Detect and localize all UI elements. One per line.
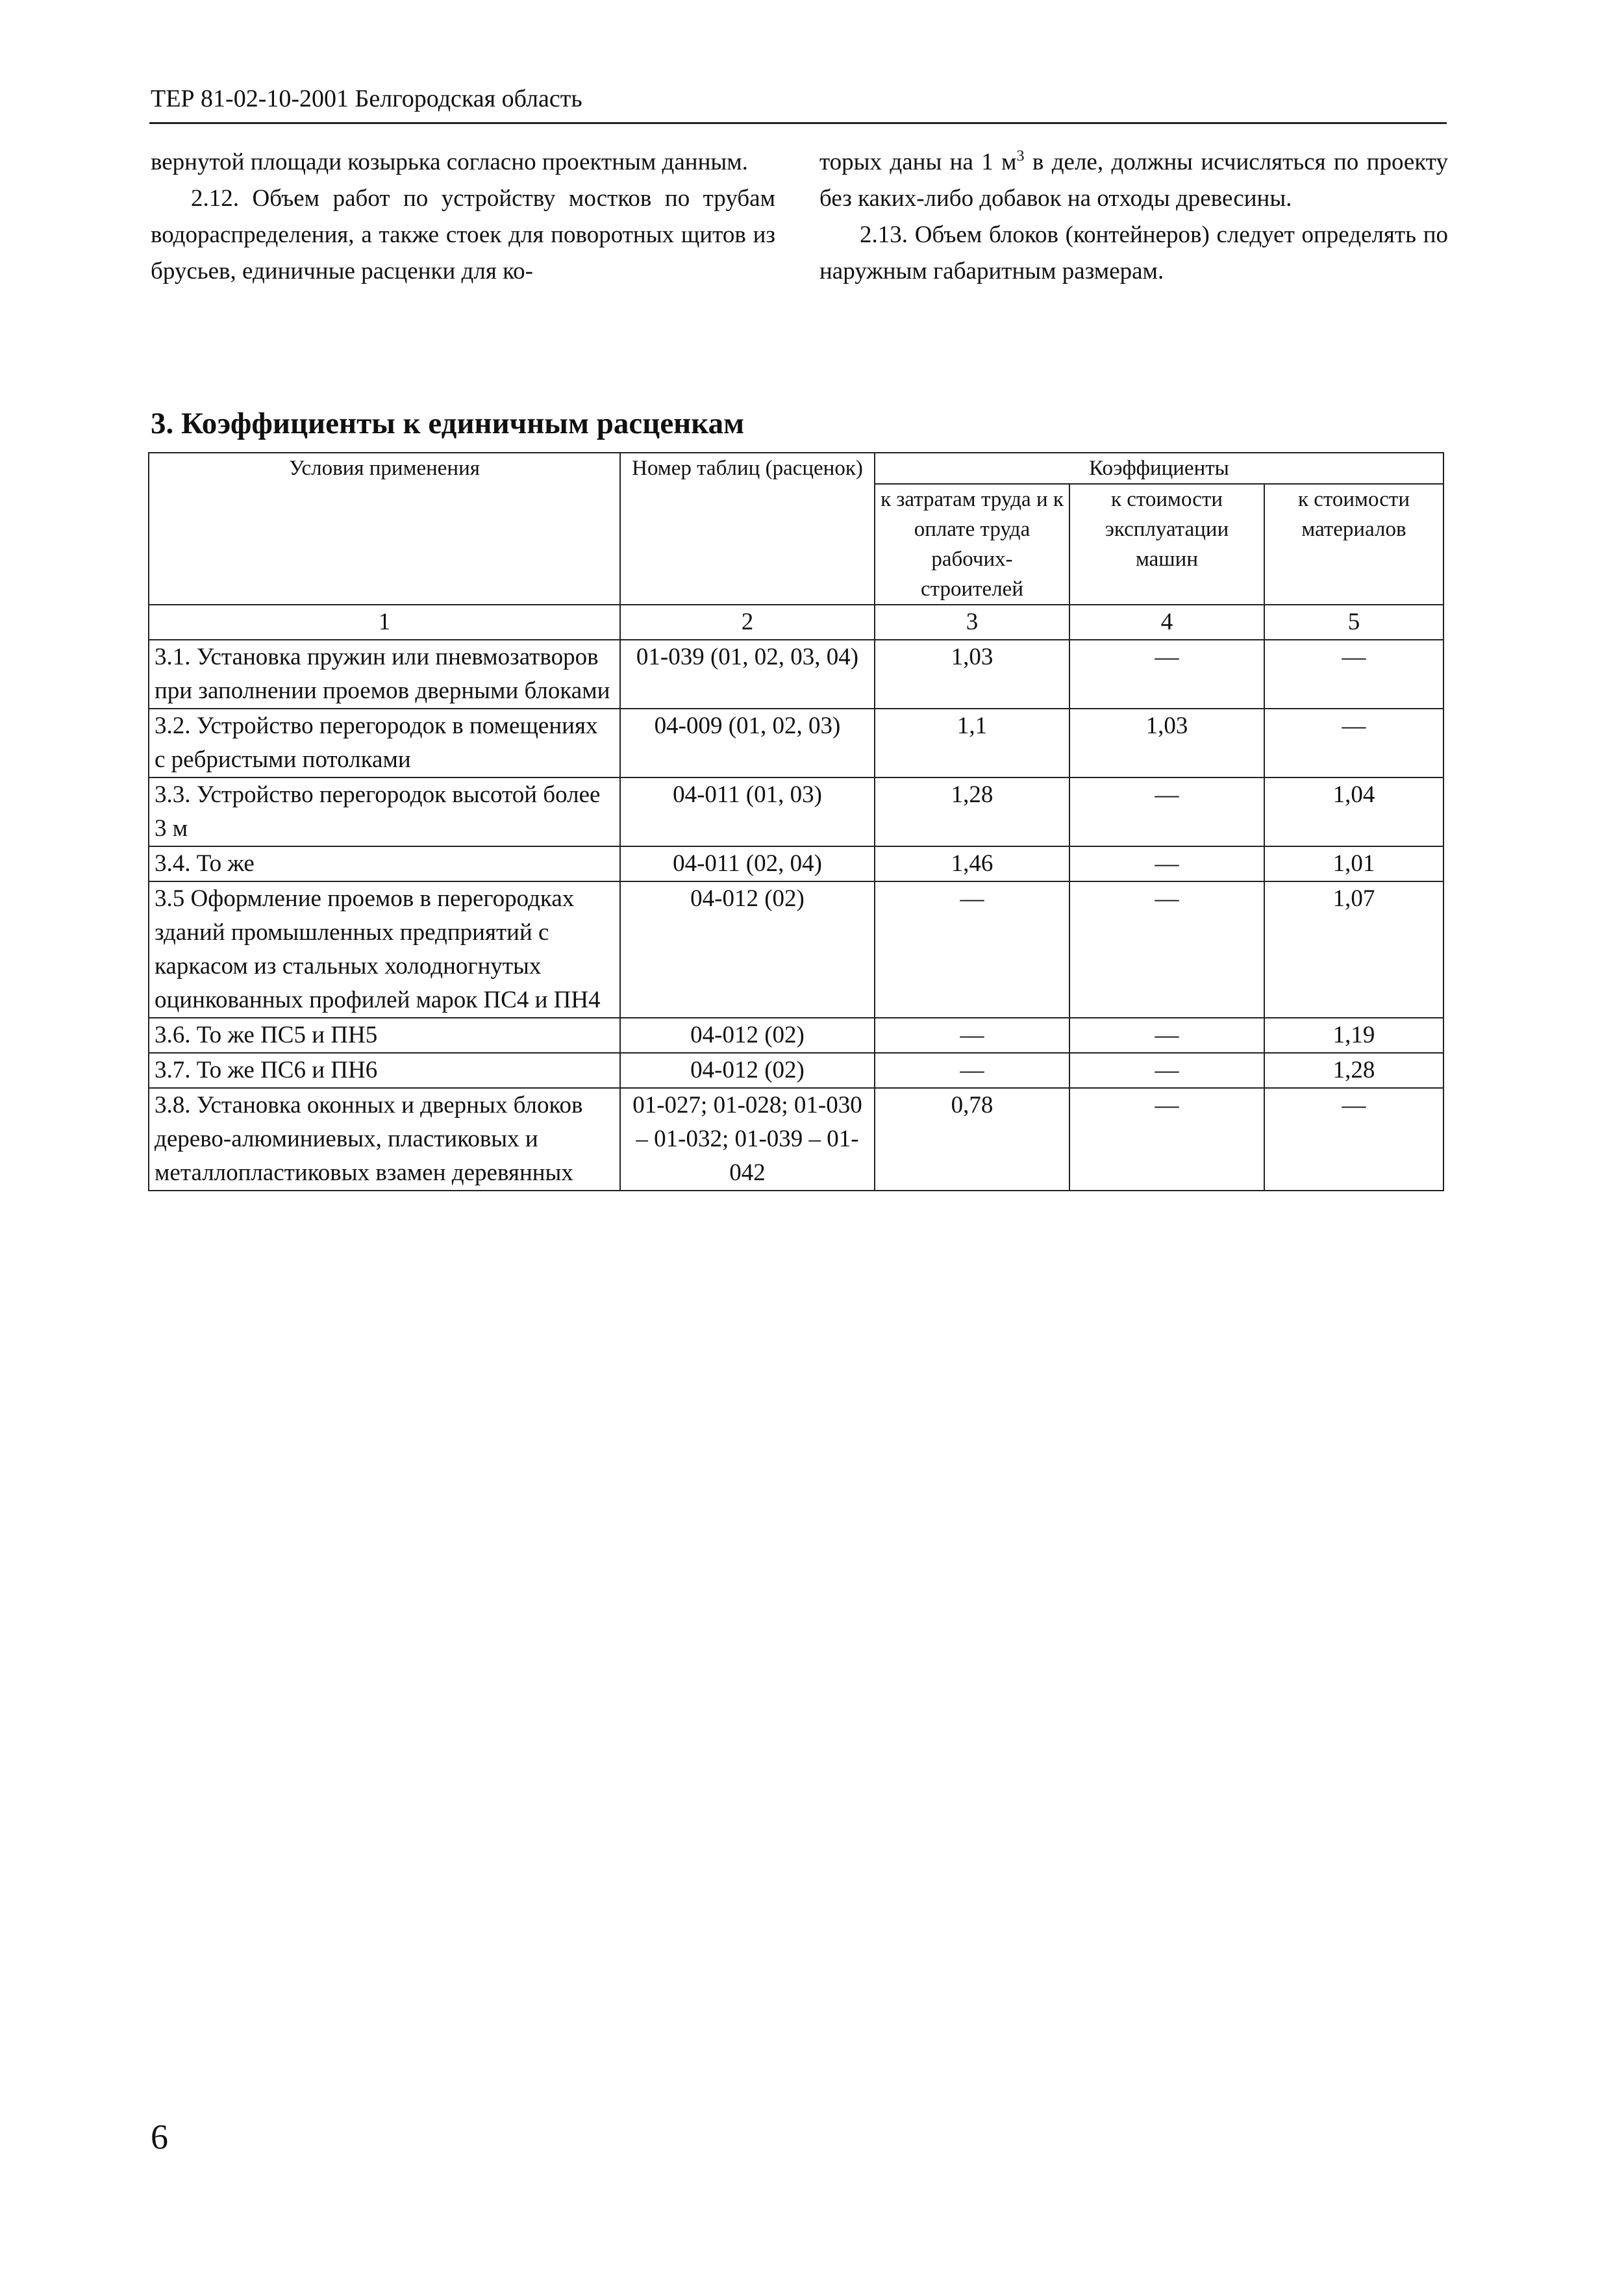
right-column	[819, 144, 1448, 290]
cell-table-number: 01-039 (01, 02, 03, 04)	[620, 640, 875, 709]
column-number: 3	[875, 605, 1069, 640]
cell-materials: 1,04	[1264, 777, 1443, 846]
cell-machines: —	[1069, 640, 1264, 709]
row-condition-text: Оформление проемов в перегородках зданий промышленных предприятий с каркасом из стальных холодногнутых оцинкованных профилей марок ПС4 и ПН4	[155, 885, 601, 1013]
cell-condition	[149, 846, 620, 881]
running-header: ТЕР 81-02-10-2001 Белгородская область	[151, 85, 582, 112]
cell-condition	[149, 709, 620, 777]
cell-materials: 1,07	[1264, 881, 1443, 1018]
cell-materials: —	[1264, 709, 1443, 777]
table-row	[149, 881, 1443, 1018]
column-number: 2	[620, 605, 875, 640]
column-number: 1	[149, 605, 620, 640]
row-condition-text: Установка оконных и дверных блоков дерево-алюминиевых, пластиковых и металлопластиковых взамен деревянных	[155, 1092, 583, 1186]
cell-labor: —	[875, 881, 1069, 1018]
header-materials: к стоимости материалов	[1264, 484, 1443, 605]
cell-labor: —	[875, 1053, 1069, 1088]
row-number: 3.6.	[155, 1022, 191, 1048]
column-number: 4	[1069, 605, 1264, 640]
row-number: 3.2.	[155, 713, 191, 739]
table-row	[149, 1018, 1443, 1053]
cell-condition	[149, 881, 620, 1018]
column-numbers-row	[149, 605, 1443, 640]
cell-machines: —	[1069, 777, 1264, 846]
cell-labor: 0,78	[875, 1088, 1069, 1191]
left-column	[151, 144, 775, 290]
cell-machines: —	[1069, 881, 1264, 1018]
cell-table-number: 04-012 (02)	[620, 1018, 875, 1053]
header-coefficients: Коэффициенты	[875, 453, 1443, 484]
header-table-number: Номер таблиц (расценок)	[620, 453, 875, 605]
paragraph-2-12: 2.12. Объем работ по устройству мостков по трубам водораспределения, а также стоек для поворотных щитов из брусьев, единичные расценки для ко-	[151, 185, 775, 284]
column-number: 5	[1264, 605, 1443, 640]
paragraph-continued: торых даны на 1 $м^3$ в деле, должны исчисляться по проекту без каких-либо добавок на отходы древесины.	[819, 147, 1448, 212]
cell-condition	[149, 1053, 620, 1088]
table-row	[149, 846, 1443, 881]
cell-labor: 1,28	[875, 777, 1069, 846]
cell-materials: 1,01	[1264, 846, 1443, 881]
coefficients-table	[148, 452, 1444, 1191]
header-machines: к стоимости эксплуатации машин	[1069, 484, 1264, 605]
cell-table-number: 04-012 (02)	[620, 881, 875, 1018]
row-condition-text: То же ПС5 и ПН5	[196, 1022, 378, 1048]
table-row	[149, 1088, 1443, 1191]
cell-labor: 1,03	[875, 640, 1069, 709]
table-row	[149, 777, 1443, 846]
cell-labor: —	[875, 1018, 1069, 1053]
row-number: 3.1.	[155, 644, 191, 670]
cell-labor: 1,46	[875, 846, 1069, 881]
header-labor: к затратам труда и к оплате труда рабочих-строителей	[875, 484, 1069, 605]
cell-materials: 1,19	[1264, 1018, 1443, 1053]
cell-machines: —	[1069, 1053, 1264, 1088]
cell-table-number: 04-011 (01, 03)	[620, 777, 875, 846]
table-row	[149, 709, 1443, 777]
cell-materials: —	[1264, 1088, 1443, 1191]
row-number: 3.8.	[155, 1092, 191, 1118]
row-condition-text: Устройство перегородок высотой более 3 м	[155, 781, 601, 842]
paragraph: вернутой площади козырька согласно проектным данным.	[151, 149, 748, 175]
cell-condition	[149, 640, 620, 709]
page-number: 6	[151, 2117, 168, 2156]
cell-labor: 1,1	[875, 709, 1069, 777]
paragraph-2-13: 2.13. Объем блоков (контейнеров) следует определять по наружным габаритным размерам.	[819, 221, 1448, 284]
row-number: 3.5	[155, 885, 185, 912]
cell-materials: —	[1264, 640, 1443, 709]
row-condition-text: Устройство перегородок в помещениях с ребристыми потолками	[155, 713, 598, 773]
cell-table-number: 04-012 (02)	[620, 1053, 875, 1088]
cell-condition	[149, 1018, 620, 1053]
header-conditions: Условия применения	[149, 453, 620, 605]
table-row	[149, 1053, 1443, 1088]
header-rule	[149, 122, 1447, 124]
cell-materials: 1,28	[1264, 1053, 1443, 1088]
cell-table-number: 04-011 (02, 04)	[620, 846, 875, 881]
row-number: 3.3.	[155, 781, 191, 808]
row-number: 3.7.	[155, 1057, 191, 1083]
cell-machines: 1,03	[1069, 709, 1264, 777]
section-title: 3. Коэффициенты к единичным расценкам	[151, 407, 745, 440]
table-row	[149, 640, 1443, 709]
row-condition-text: Установка пружин или пневмозатворов при заполнении проемов дверными блоками	[155, 644, 610, 704]
cell-table-number: 04-009 (01, 02, 03)	[620, 709, 875, 777]
cell-table-number: 01-027; 01-028; 01-030 – 01-032; 01-039 – 01-042	[620, 1088, 875, 1191]
cell-machines: —	[1069, 846, 1264, 881]
cell-condition	[149, 1088, 620, 1191]
cell-machines: —	[1069, 1018, 1264, 1053]
cell-machines: —	[1069, 1088, 1264, 1191]
row-condition-text: То же ПС6 и ПН6	[196, 1057, 378, 1083]
cell-condition	[149, 777, 620, 846]
row-condition-text: То же	[196, 850, 255, 877]
row-number: 3.4.	[155, 850, 191, 877]
